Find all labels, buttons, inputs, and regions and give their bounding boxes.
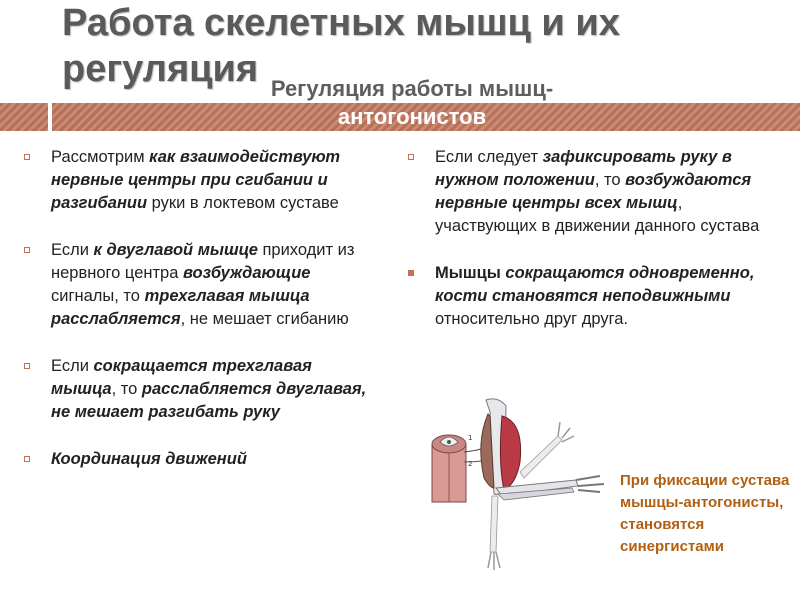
bullet-item: Мышцы сокращаются одновременно, кости становятся неподвижными относительно друг друга. (406, 262, 786, 331)
square-bullet-icon (408, 270, 414, 276)
hand-bones-icon (576, 476, 604, 492)
square-bullet-icon (24, 247, 30, 253)
bullet-item: Если сокращается трехглавая мышца, то расслабляется двуглавая, не мешает разгибать руку (22, 355, 377, 424)
arm-muscle-illustration (428, 392, 618, 600)
biceps-muscle-icon (500, 416, 520, 490)
bullet-item: Если к двуглавой мышце приходит из нервного центра возбуждающие сигналы, то трехглавая мышца расслабляется, не мешает сгибанию (22, 239, 377, 331)
square-bullet-icon (24, 363, 30, 369)
slide-subtitle-line2: антогонистов (337, 104, 487, 129)
fixation-note: При фиксации сустава мышцы-антогонисты, становятся синергистами (620, 472, 790, 555)
left-column (22, 146, 377, 495)
right-column (406, 146, 786, 355)
spinal-cord-icon (432, 435, 466, 502)
bullet-item: Рассмотрим как взаимодействуют нервные центры при сгибании и разгибании руки в локтевом суставе (22, 146, 377, 215)
label-1: 1 (468, 434, 473, 442)
bullet-item: Координация движений (22, 448, 377, 471)
raised-forearm-icon (520, 422, 574, 478)
slide-subtitle-line1: Регуляция работы мышц- (270, 76, 554, 101)
square-bullet-icon (24, 154, 30, 160)
square-bullet-icon (408, 154, 414, 160)
label-2: 2 (468, 460, 473, 468)
square-bullet-icon (24, 456, 30, 462)
slide-title: Работа скелетных мышц и их регуляция (62, 2, 620, 90)
lowered-arm-icon (488, 496, 500, 570)
bullet-item: Если следует зафиксировать руку в нужном положении, то возбуждаются нервные центры всех мышц, участвующих в движении данного сустава (406, 146, 786, 238)
